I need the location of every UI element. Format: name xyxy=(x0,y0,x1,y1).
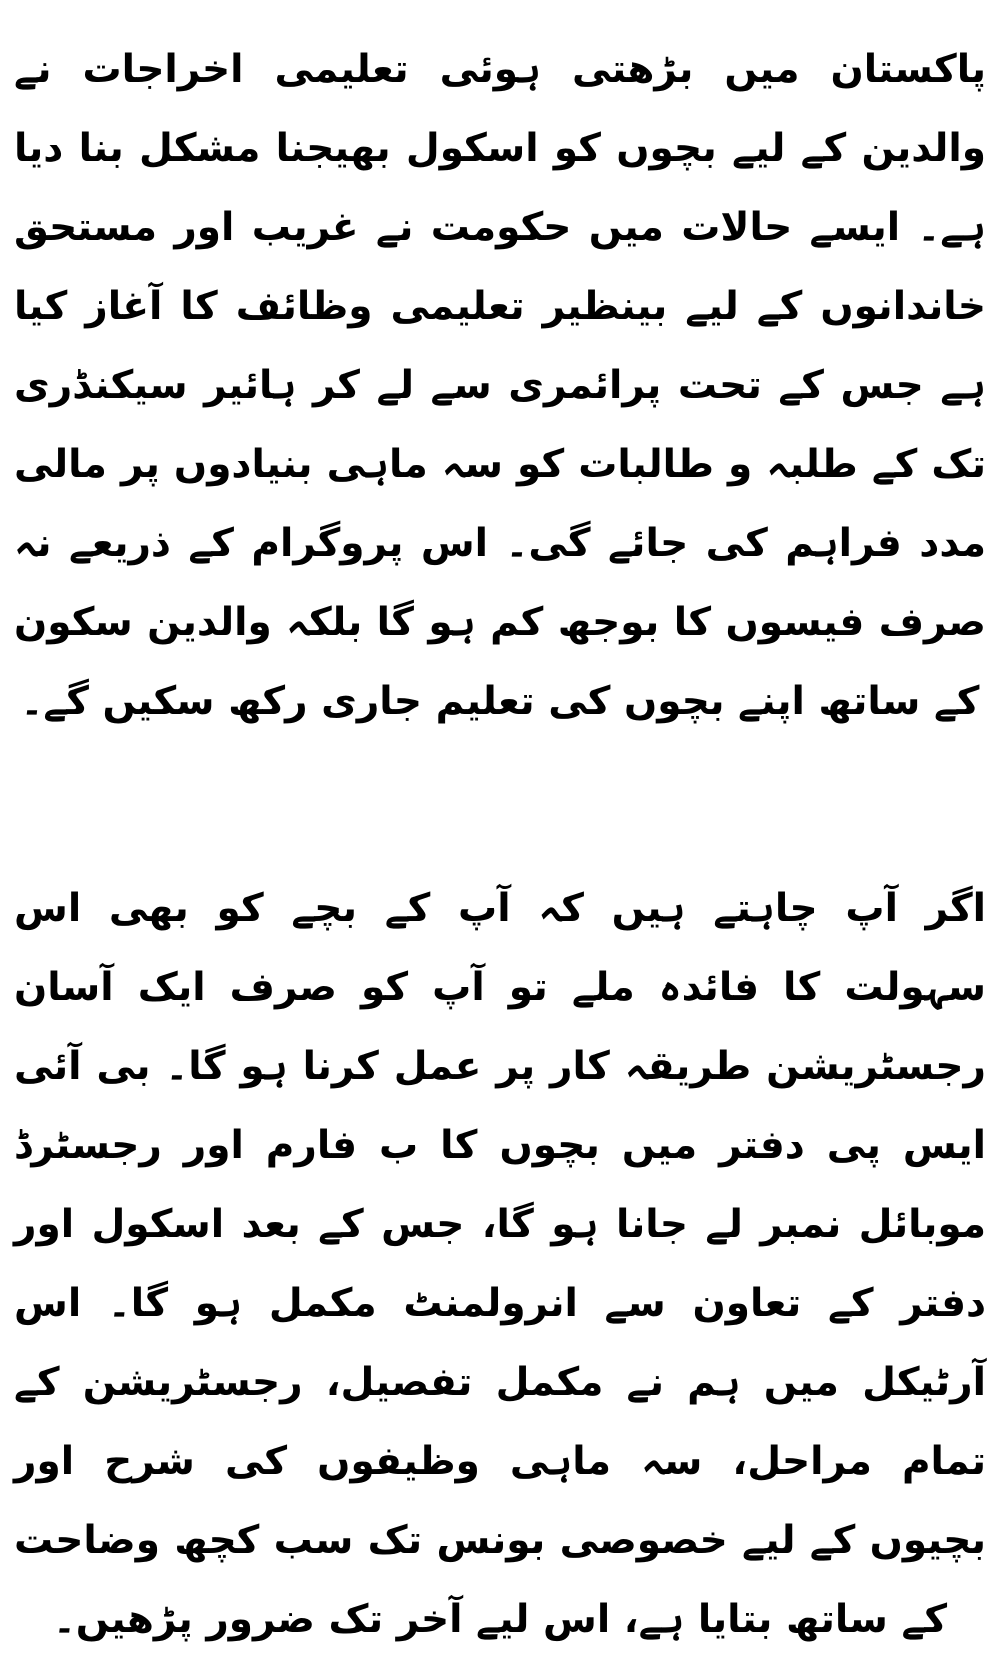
article-paragraph-1: پاکستان میں بڑھتی ہوئی تعلیمی اخراجات نے والدین کے لیے بچوں کو اسکول بھیجنا مشکل بنا دیا ہے۔ ایسے حالات میں حکومت نے غریب اور مستحق خاندانوں کے لیے بینظیر تعلیمی وظائف کا آغاز کیا ہے جس کے تحت پرائمری سے لے کر ہائیر سیکنڈری تک کے طلبہ و طالبات کو سہ ماہی بنیادوں پر مالی مدد فراہم کی جائے گی۔ اس پروگرام کے ذریعے نہ صرف فیسوں کا بوجھ کم ہو گا بلکہ والدین سکون کے ساتھ اپنے بچوں کی تعلیم جاری رکھ سکیں گے۔ xyxy=(14,47,986,724)
article-paragraph-2: اگر آپ چاہتے ہیں کہ آپ کے بچے کو بھی اس سہولت کا فائدہ ملے تو آپ کو صرف ایک آسان رجسٹریشن طریقہ کار پر عمل کرنا ہو گا۔ بی آئی ایس پی دفتر میں بچوں کا ب فارم اور رجسٹرڈ موبائل نمبر لے جانا ہو گا، جس کے بعد اسکول اور دفتر کے تعاون سے انرولمنٹ مکمل ہو گا۔ اس آرٹیکل میں ہم نے مکمل تفصیل، رجسٹریشن کے تمام مراحل، سہ ماہی وظیفوں کی شرح اور بچیوں کے لیے خصوصی بونس تک سب کچھ وضاحت کے ساتھ بتایا ہے، اس لیے آخر تک ضرور پڑھیں۔ xyxy=(14,886,986,1642)
